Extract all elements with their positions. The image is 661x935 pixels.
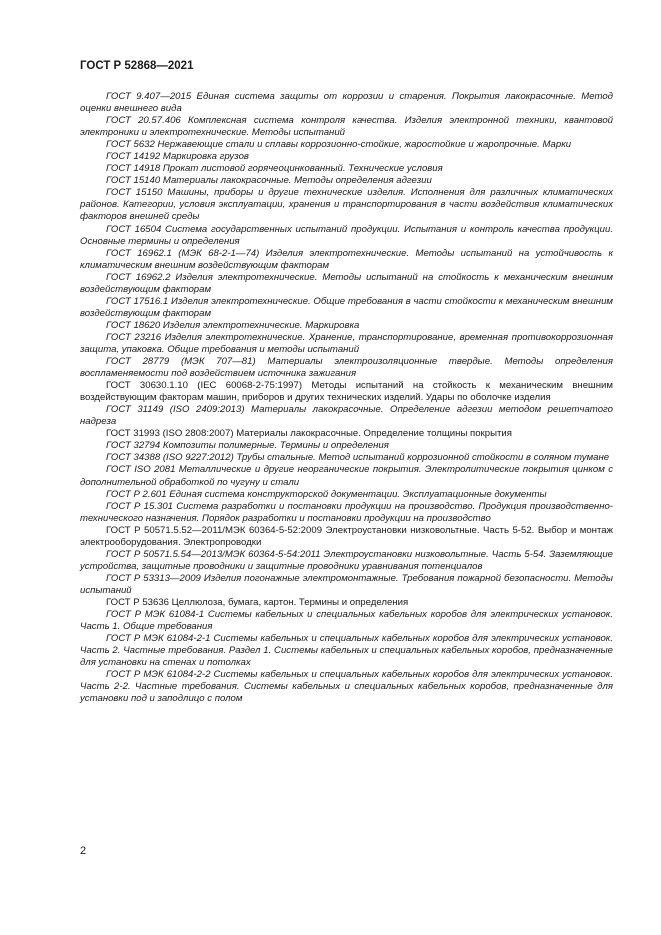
reference-entry: ГОСТ 32794 Композиты полимерные. Термины и определения bbox=[106, 440, 389, 452]
reference-entry: ГОСТ 23216 Изделия электротехнические. Хранение, транспортирование, временная противокоррозионная защита, упаковка. Общие требования и методы испытаний bbox=[80, 331, 613, 355]
reference-entry: ГОСТ 30630.1.10 (IEC 60068-2-75:1997) Методы испытаний на стойкость к механическим внешним воздействующим факторам машин, приборов и других технических изделий. Удары по оболочке изделия bbox=[80, 380, 613, 404]
references-list bbox=[80, 91, 613, 705]
reference-entry: ГОСТ 16962.2 Изделия электротехнические. Методы испытаний на стойкость к механическим внешним воздействующим факторам bbox=[80, 271, 613, 295]
reference-entry: ГОСТ 17516.1 Изделия электротехнические. Общие требования в части стойкости к механическим внешним воздействующим факторам bbox=[80, 295, 613, 319]
reference-entry: ГОСТ Р 2.601 Единая система конструкторской документации. Эксплуатационные документы bbox=[106, 488, 547, 500]
reference-entry: ГОСТ 9.407—2015 Единая система защиты от коррозии и старения. Покрытия лакокрасочные. Метод оценки внешнего вида bbox=[80, 91, 613, 115]
reference-entry: ГОСТ ISO 2081 Металлические и другие неорганические покрытия. Электролитические покрытия цинком с дополнительной обработкой по чугуну и стали bbox=[80, 464, 613, 488]
reference-entry: ГОСТ 14918 Прокат листовой горячеоцинкованный. Технические условия bbox=[106, 163, 443, 175]
reference-entry: ГОСТ 34388 (ISO 9227:2012) Трубы стальные. Метод испытаний коррозионной стойкости в соляном тумане bbox=[106, 452, 610, 464]
reference-entry: ГОСТ 31149 (ISO 2409:2013) Материалы лакокрасочные. Определение адгезии методом решетчатого надреза bbox=[80, 404, 613, 428]
reference-entry: ГОСТ 15140 Материалы лакокрасочные. Методы определения адгезии bbox=[106, 175, 432, 187]
reference-entry: ГОСТ Р 53313—2009 Изделия погонажные электромонтажные. Требования пожарной безопасности. Методы испытаний bbox=[80, 572, 613, 596]
page-number: 2 bbox=[80, 845, 87, 857]
reference-entry: ГОСТ Р 50571.5.54—2013/МЭК 60364-5-54:2011 Электроустановки низковольтные. Часть 5-54. Заземляющие устройства, защитные проводники и защитные проводники уравнивания потенциалов bbox=[80, 548, 613, 572]
reference-entry: ГОСТ 5632 Нержавеющие стали и сплавы коррозионно-стойкие, жаростойкие и жаропрочные. Марки bbox=[106, 139, 572, 151]
reference-entry: ГОСТ 14192 Маркировка грузов bbox=[106, 151, 249, 163]
reference-entry: ГОСТ 15150 Машины, приборы и другие технические изделия. Исполнения для различных климатических районов. Категории, условия эксплуатации, хранения и транспортирования в части воздействия климатических факторов внешней среды bbox=[80, 187, 613, 223]
document-header: ГОСТ Р 52868—2021 bbox=[80, 60, 194, 72]
reference-entry: ГОСТ Р МЭК 61084-2-1 Системы кабельных и специальных кабельных коробов для электрических установок. Часть 2. Частные требования. Раздел 1. Системы кабельных и специальных кабельных коробов, предназначенные для установки на стенах и потолках bbox=[80, 633, 613, 669]
reference-entry: ГОСТ 18620 Изделия электротехнические. Маркировка bbox=[106, 319, 360, 331]
reference-entry: ГОСТ 28779 (МЭК 707—81) Материалы электроизоляционные твердые. Методы определения воспламеняемости под воздействием источника зажигания bbox=[80, 356, 613, 380]
reference-entry: ГОСТ Р 53636 Целлюлоза, бумага, картон. Термины и определения bbox=[106, 596, 409, 608]
reference-entry: ГОСТ Р 15.301 Система разработки и постановки продукции на производство. Продукция производственно-технического назначения. Порядок разработки и постановки продукции на производство bbox=[80, 500, 613, 524]
reference-entry: ГОСТ 31993 (ISO 2808:2007) Материалы лакокрасочные. Определение толщины покрытия bbox=[106, 428, 512, 440]
reference-entry: ГОСТ 16962.1 (МЭК 68-2-1—74) Изделия электротехнические. Методы испытаний на устойчивость к климатическим внешним воздействующим факторам bbox=[80, 247, 613, 271]
reference-entry: ГОСТ Р МЭК 61084-2-2 Системы кабельных и специальных кабельных коробов для электрических установок. Часть 2-2. Частные требования. Системы кабельных и специальных кабельных коробов, предназначенные для установки под и заподлицо с полом bbox=[80, 669, 613, 705]
reference-entry: ГОСТ 20.57.406 Комплексная система контроля качества. Изделия электронной техники, квантовой электроники и электротехнические. Методы испытаний bbox=[80, 115, 613, 139]
reference-entry: ГОСТ 16504 Система государственных испытаний продукции. Испытания и контроль качества продукции. Основные термины и определения bbox=[80, 223, 613, 247]
reference-entry: ГОСТ Р МЭК 61084-1 Системы кабельных и специальных кабельных коробов для электрических установок. Часть 1. Общие требования bbox=[80, 609, 613, 633]
reference-entry: ГОСТ Р 50571.5.52—2011/МЭК 60364-5-52:2009 Электроустановки низковольтные. Часть 5-52. Выбор и монтаж электрооборудования. Электропроводки bbox=[80, 524, 613, 548]
